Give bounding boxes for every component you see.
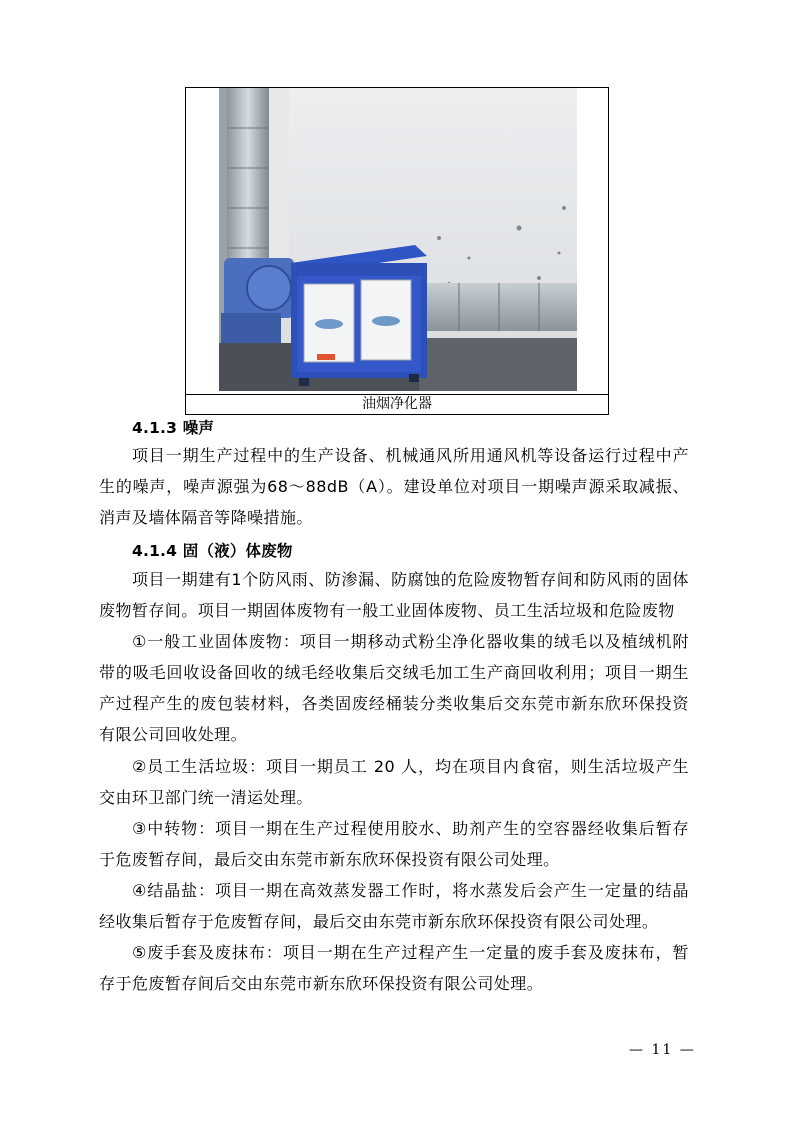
figure-table [185,87,609,415]
figure-caption: 油烟净化器 [362,396,432,412]
paragraph-noise: 项目一期生产过程中的生产设备、机械通风所用通风机等设备运行过程中产生的噪声，噪声源强为68～88dB（A）。建设单位对项目一期噪声源采取减振、消声及墙体隔音等降噪措施。 [99,446,689,527]
paragraph-transfer-material: ③中转物：项目一期在生产过程使用胶水、助剂产生的空容器经收集后暂存于危废暂存间，最后交由东莞市新东欣环保投资有限公司处理。 [99,819,689,869]
section-heading-solid-waste: 4.1.4 固（液）体废物 [132,542,293,560]
page-number: — 11 — [629,1042,696,1058]
photo-cell [186,88,608,395]
paragraph-crystal-salt: ④结晶盐：项目一期在高效蒸发器工作时，将水蒸发后会产生一定量的结晶经收集后暂存于危废暂存间，最后交由东莞市新东欣环保投资有限公司处理。 [99,881,689,931]
paragraph-domestic-waste: ②员工生活垃圾：项目一期员工 20 人，均在项目内食宿，则生活垃圾产生交由环卫部门统一清运处理。 [99,757,689,807]
section-heading-noise: 4.1.3 噪声 [132,419,215,437]
paragraph-waste-gloves-rags: ⑤废手套及废抹布：项目一期在生产过程产生一定量的废手套及废抹布，暂存于危废暂存间后交由东莞市新东欣环保投资有限公司处理。 [99,943,689,993]
paragraph-waste-intro: 项目一期建有1个防风雨、防渗漏、防腐蚀的危险废物暂存间和防风雨的固体废物暂存间。项目一期固体废物有一般工业固体废物、员工生活垃圾和危险废物 [99,570,689,620]
oil-fume-purifier-photo [219,88,577,391]
paragraph-general-industrial-waste: ①一般工业固体废物：项目一期移动式粉尘净化器收集的绒毛以及植绒机附带的吸毛回收设备回收的绒毛经收集后交绒毛加工生产商回收利用；项目一期生产过程产生的废包装材料，各类固废经桶装分类收集后交东莞市新东欣环保投资有限公司回收处理。 [99,632,689,744]
